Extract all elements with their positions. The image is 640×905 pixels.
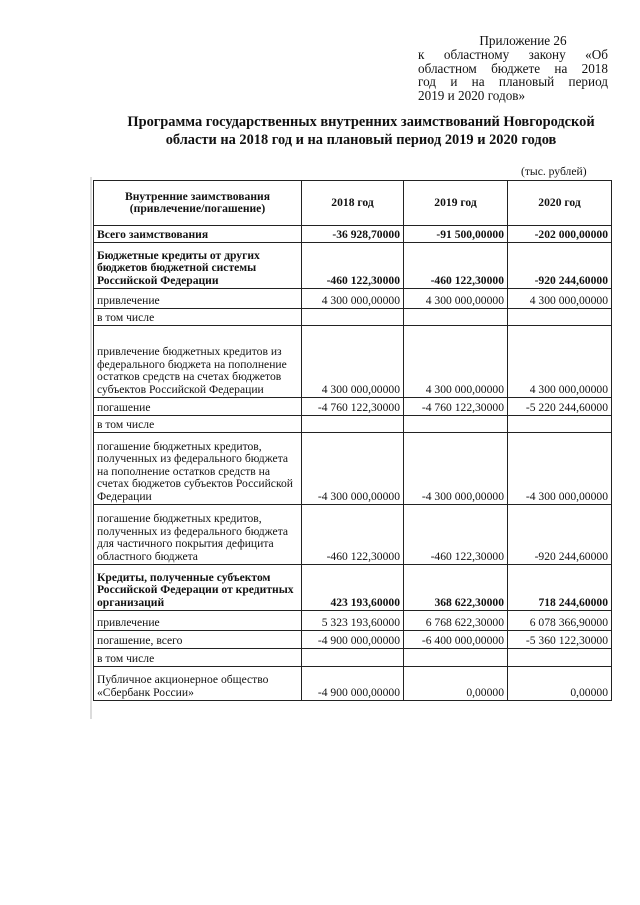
row-label: привлечение бюджетных кредитов из федерального бюджета на пополнение остатков средств на счетах бюджетов субъектов Российской Федерации — [94, 326, 302, 398]
value-2019 — [404, 309, 508, 326]
table-row — [94, 326, 612, 398]
header-cell-description: Внутренние заимствования (привлечение/погашение) — [94, 181, 302, 226]
row-label: Кредиты, полученные субъектом Российской Федерации от кредитных организаций — [94, 565, 302, 611]
table-row — [94, 565, 612, 611]
value-2018: -36 928,70000 — [302, 226, 404, 243]
units-note: (тыс. рублей) — [521, 165, 587, 178]
value-2020: 4 300 000,00000 — [508, 326, 612, 398]
value-2019: 6 768 622,30000 — [404, 611, 508, 631]
table-row — [94, 611, 612, 631]
row-label: погашение бюджетных кредитов, полученных из федерального бюджета для частичного покрытия дефицита областного бюджета — [94, 505, 302, 565]
value-2019 — [404, 416, 508, 433]
value-2018: 5 323 193,60000 — [302, 611, 404, 631]
value-2019: 0,00000 — [404, 667, 508, 701]
title-line: Программа государственных внутренних заимствований Новгородской — [127, 114, 595, 130]
appendix-line: к областному закону «Об — [418, 46, 608, 62]
row-label: в том числе — [94, 309, 302, 326]
table-row — [94, 243, 612, 289]
value-2018 — [302, 649, 404, 667]
value-2020: -920 244,60000 — [508, 243, 612, 289]
row-label: в том числе — [94, 649, 302, 667]
table-row — [94, 309, 612, 326]
value-2019: -91 500,00000 — [404, 226, 508, 243]
value-2019: 4 300 000,00000 — [404, 326, 508, 398]
table-row — [94, 226, 612, 243]
value-2020: 6 078 366,90000 — [508, 611, 612, 631]
table-row — [94, 505, 612, 565]
value-2020: 718 244,60000 — [508, 565, 612, 611]
table-row — [94, 631, 612, 649]
row-label: погашение — [94, 398, 302, 416]
value-2020: -5 220 244,60000 — [508, 398, 612, 416]
value-2018 — [302, 416, 404, 433]
appendix-line: областном бюджете на 2018 — [418, 60, 608, 76]
value-2018: -4 900 000,00000 — [302, 631, 404, 649]
table-row — [94, 667, 612, 701]
value-2020 — [508, 416, 612, 433]
table-row — [94, 416, 612, 433]
value-2018: 4 300 000,00000 — [302, 289, 404, 309]
value-2018: -4 760 122,30000 — [302, 398, 404, 416]
value-2019: -6 400 000,00000 — [404, 631, 508, 649]
value-2020: -202 000,00000 — [508, 226, 612, 243]
row-label: в том числе — [94, 416, 302, 433]
value-2020 — [508, 649, 612, 667]
value-2018: -4 900 000,00000 — [302, 667, 404, 701]
row-label: Всего заимствования — [94, 226, 302, 243]
value-2018: -4 300 000,00000 — [302, 433, 404, 505]
value-2020: 4 300 000,00000 — [508, 289, 612, 309]
row-label: привлечение — [94, 611, 302, 631]
value-2020: -5 360 122,30000 — [508, 631, 612, 649]
table-row — [94, 398, 612, 416]
value-2020 — [508, 309, 612, 326]
document-title — [96, 114, 626, 149]
value-2019: -4 760 122,30000 — [404, 398, 508, 416]
value-2018: 4 300 000,00000 — [302, 326, 404, 398]
value-2019: 4 300 000,00000 — [404, 289, 508, 309]
row-label: привлечение — [94, 289, 302, 309]
table-row — [94, 433, 612, 505]
value-2019: -460 122,30000 — [404, 243, 508, 289]
appendix-note — [418, 34, 608, 103]
value-2020: 0,00000 — [508, 667, 612, 701]
appendix-line: год и на плановый период — [418, 74, 608, 90]
value-2018: -460 122,30000 — [302, 243, 404, 289]
title-line: области на 2018 год и на плановый период 2019 и 2020 годов — [165, 131, 557, 148]
value-2019: 368 622,30000 — [404, 565, 508, 611]
header-cell-2019: 2019 год — [404, 181, 508, 226]
value-2020: -920 244,60000 — [508, 505, 612, 565]
appendix-line: Приложение 26 — [479, 33, 567, 48]
value-2020: -4 300 000,00000 — [508, 433, 612, 505]
table-header-row — [94, 181, 612, 226]
row-label: Публичное акционерное общество «Сбербанк России» — [94, 667, 302, 701]
table-row — [94, 289, 612, 309]
borrowing-table — [93, 180, 612, 701]
value-2018 — [302, 309, 404, 326]
row-label: погашение, всего — [94, 631, 302, 649]
header-cell-2018: 2018 год — [302, 181, 404, 226]
row-label: погашение бюджетных кредитов, полученных из федерального бюджета на пополнение остатков средств на счетах бюджетов субъектов Российской Федерации — [94, 433, 302, 505]
header-cell-2020: 2020 год — [508, 181, 612, 226]
value-2019: -4 300 000,00000 — [404, 433, 508, 505]
scan-edge-shadow — [90, 177, 92, 719]
value-2019 — [404, 649, 508, 667]
row-label: Бюджетные кредиты от других бюджетов бюджетной системы Российской Федерации — [94, 243, 302, 289]
appendix-line: 2019 и 2020 годов» — [418, 88, 526, 104]
value-2018: -460 122,30000 — [302, 505, 404, 565]
value-2018: 423 193,60000 — [302, 565, 404, 611]
table-row — [94, 649, 612, 667]
value-2019: -460 122,30000 — [404, 505, 508, 565]
